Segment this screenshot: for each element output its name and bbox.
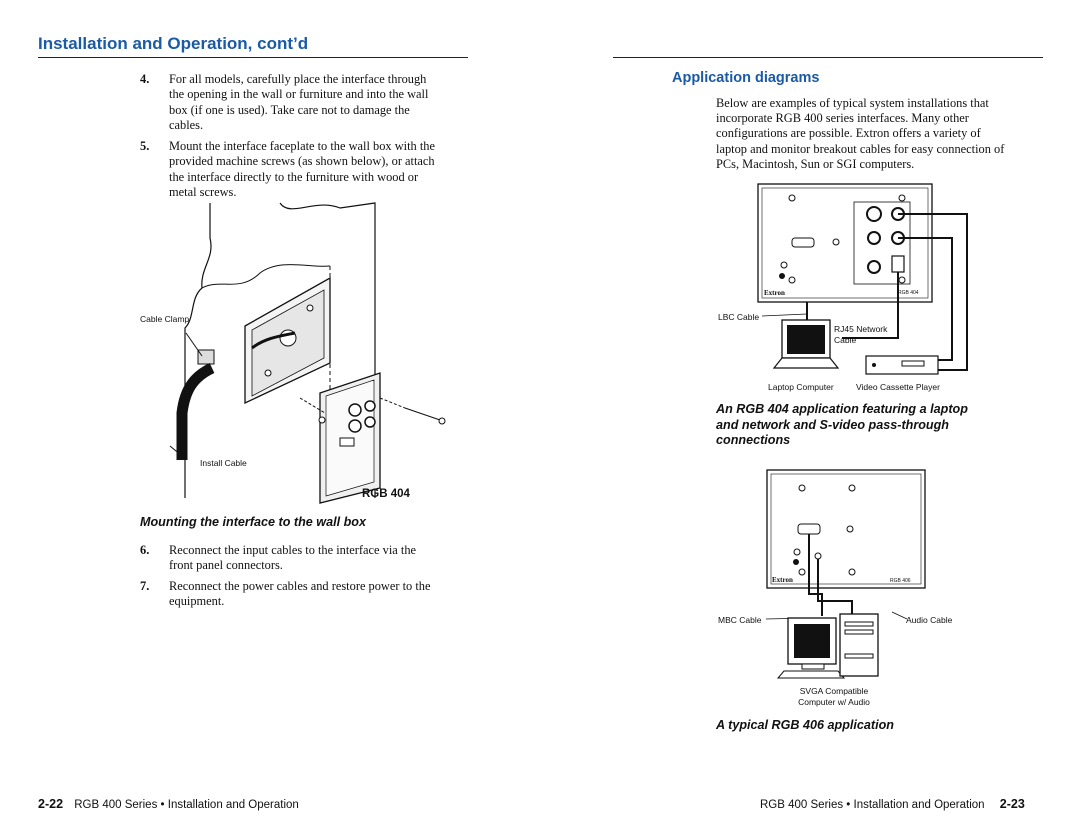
- wall-mount-illustration: [140, 198, 460, 508]
- caption-line: connections: [716, 433, 791, 447]
- intro-line: Below are examples of typical system installations that: [716, 96, 989, 110]
- step-line: the interface directly to the furniture with wood or: [169, 169, 419, 184]
- audio-cable-label: Audio Cable: [906, 615, 953, 625]
- step-line: Reconnect the input cables to the interface via the: [169, 543, 417, 557]
- laptop-label: Laptop Computer: [768, 382, 834, 392]
- panel-model-rgb404: RGB 404: [898, 290, 919, 296]
- application-intro: [716, 96, 1046, 172]
- footer-right-text: RGB 400 Series • Installation and Operation: [760, 799, 985, 811]
- step-number: 5.: [140, 139, 150, 153]
- step-line: the opening in the wall or furniture and into the wall: [169, 87, 429, 102]
- step-number: 4.: [140, 72, 150, 86]
- page-number-left: 2-22: [38, 797, 64, 811]
- brand-logo-rgb404: Extron: [764, 289, 785, 297]
- step-line: provided machine screws (as shown below), or attach: [169, 154, 435, 169]
- page-header-title: Installation and Operation, cont’d: [38, 34, 309, 53]
- header-rule-right: [613, 57, 1043, 58]
- step-line: equipment.: [169, 594, 225, 609]
- step-line: cables.: [169, 118, 204, 133]
- rgb406-caption: A typical RGB 406 application: [716, 718, 894, 732]
- computer-line: SVGA Compatible: [799, 686, 869, 696]
- install-cable-label: Install Cable: [200, 458, 247, 468]
- rj45-line: RJ45 Network: [834, 324, 888, 334]
- step-number: 7.: [140, 579, 150, 593]
- rj45-cable-label: [834, 324, 887, 346]
- step-line: For all models, carefully place the interface through: [169, 72, 427, 86]
- panel-model-rgb406: RGB 406: [890, 578, 911, 584]
- rj45-line: Cable: [834, 335, 857, 345]
- intro-line: incorporate RGB 400 series interfaces. Many other: [716, 111, 969, 126]
- rgb406-application-diagram: [712, 466, 982, 681]
- step-line: Reconnect the power cables and restore power to the: [169, 579, 431, 593]
- step-line: front panel connectors.: [169, 558, 283, 573]
- intro-line: configurations are possible. Extron offers a variety of: [716, 126, 981, 141]
- vcr-label: Video Cassette Player: [856, 382, 940, 392]
- figure-model-label: RGB 404: [362, 488, 410, 500]
- lbc-cable-label: LBC Cable: [718, 312, 760, 322]
- rgb404-caption: [716, 402, 968, 449]
- step-number: 6.: [140, 543, 150, 557]
- computer-line: Computer w/ Audio: [798, 697, 870, 707]
- mbc-cable-label: MBC Cable: [718, 615, 762, 625]
- cable-clamp-label: Cable Clamp: [140, 314, 190, 324]
- footer-right: [760, 797, 1025, 811]
- brand-logo-rgb406: Extron: [772, 576, 793, 584]
- caption-line: An RGB 404 application featuring a laptop: [716, 402, 968, 416]
- footer-left-text: RGB 400 Series • Installation and Operation: [74, 799, 299, 811]
- caption-line: and network and S-video pass-through: [716, 417, 950, 432]
- header-rule-left: [38, 57, 468, 58]
- footer-left: [38, 797, 299, 811]
- application-diagrams-heading: Application diagrams: [672, 70, 820, 86]
- left-figure-caption: Mounting the interface to the wall box: [140, 515, 366, 529]
- page-number-right: 2-23: [999, 797, 1025, 811]
- step-line: metal screws.: [169, 185, 237, 200]
- intro-line: laptop and monitor breakout cables for easy connection of: [716, 141, 1005, 156]
- step-line: box (if one is used). Take care not to damage the: [169, 102, 410, 117]
- rgb404-application-diagram: [712, 180, 982, 395]
- step-line: Mount the interface faceplate to the wall box with the: [169, 139, 435, 153]
- intro-line: PCs, Macintosh, Sun or SGI computers.: [716, 156, 915, 171]
- computer-label: [784, 686, 884, 708]
